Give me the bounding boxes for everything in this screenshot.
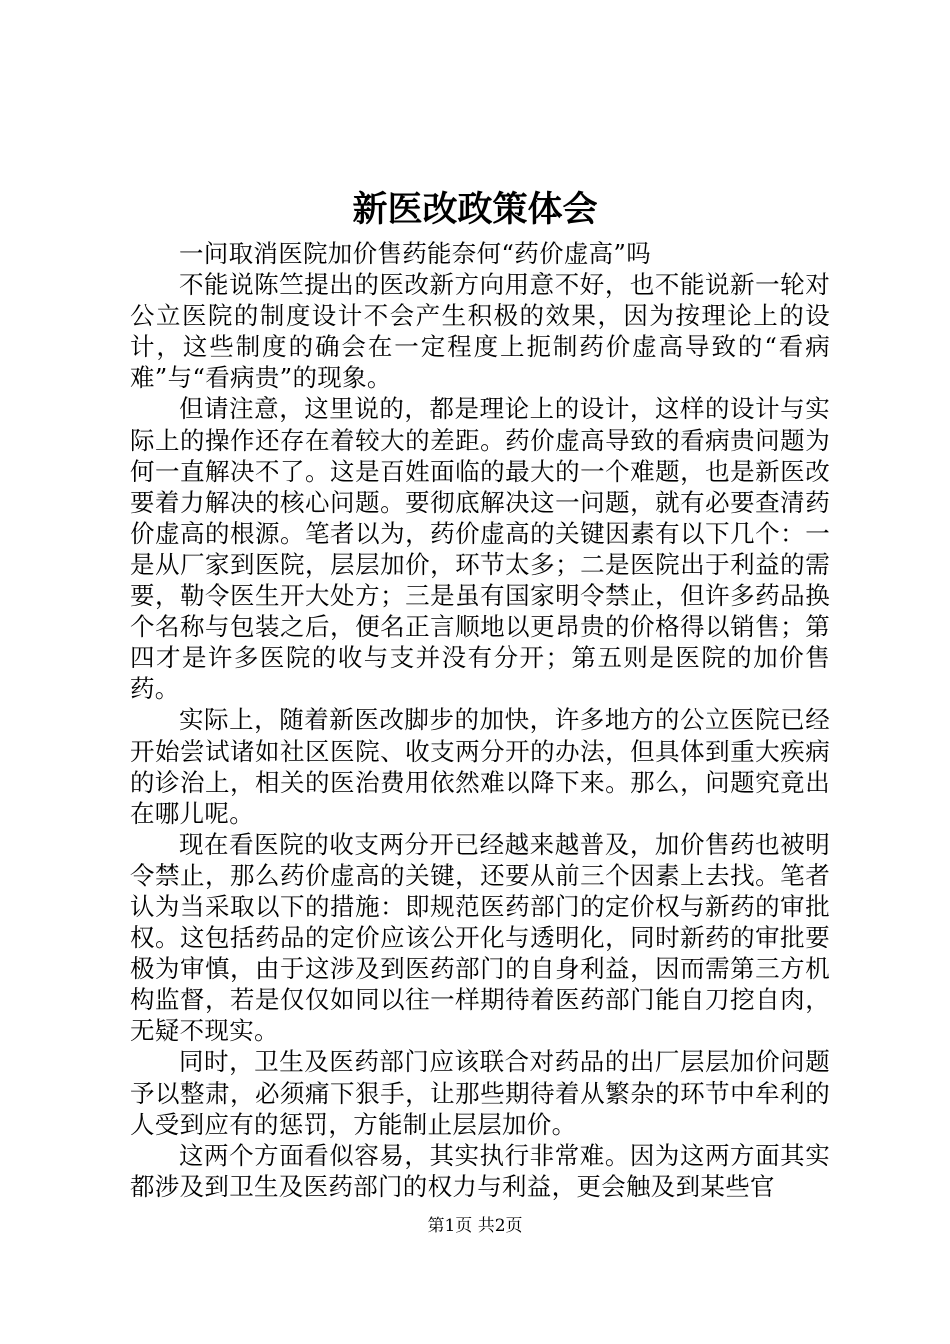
paragraph-subheading: 一问取消医院加价售药能奈何“药价虚高”吗 (179, 239, 652, 268)
paragraph: 同时，卫生及医药部门应该联合对药品的出厂层层加价问题予以整肃，必须痛下狠手，让那些期待着从繁杂的环节中牟利的人受到应有的惩罚，方能制止层层加价。 (130, 1047, 830, 1139)
page-number-footer: 第1页 共2页 (427, 1216, 523, 1236)
paragraph: 实际上，随着新医改脚步的加快，许多地方的公立医院已经开始尝试诸如社区医院、收支两分开的办法，但具体到重大疾病的诊治上，相关的医治费用依然难以降下来。那么，问题究竟出在哪儿呢。 (130, 705, 830, 828)
document-title: 新医改政策体会 (352, 189, 598, 230)
paragraph: 现在看医院的收支两分开已经越来越普及，加价售药也被明令禁止，那么药价虚高的关键，还要从前三个因素上去找。笔者认为当采取以下的措施：即规范医药部门的定价权与新药的审批权。这包括药品的定价应该公开化与透明化，同时新药的审批要极为审慎，由于这涉及到医药部门的自身利益，因而需第三方机构监督，若是仅仅如同以往一样期待着医药部门能自刀挖自肉，无疑不现实。 (130, 829, 830, 1046)
document-body (130, 238, 830, 1202)
paragraph: 但请注意，这里说的，都是理论上的设计，这样的设计与实际上的操作还存在着较大的差距。药价虚高导致的看病贵问题为何一直解决不了。这是百姓面临的最大的一个难题，也是新医改要着力解决的核心问题。要彻底解决这一问题，就有必要查清药价虚高的根源。笔者以为，药价虚高的关键因素有以下几个：一是从厂家到医院，层层加价，环节太多；二是医院出于利益的需要，勒令医生开大处方；三是虽有国家明令禁止，但许多药品换个名称与包装之后，便名正言顺地以更昂贵的价格得以销售；第四才是许多医院的收与支并没有分开；第五则是医院的加价售药。 (130, 394, 830, 704)
paragraph: 不能说陈竺提出的医改新方向用意不好，也不能说新一轮对公立医院的制度设计不会产生积极的效果，因为按理论上的设计，这些制度的确会在一定程度上扼制药价虚高导致的“看病难”与“看病贵”的现象。 (130, 270, 830, 393)
paragraph: 这两个方面看似容易，其实执行非常难。因为这两方面其实都涉及到卫生及医药部门的权力与利益，更会触及到某些官 (130, 1140, 830, 1201)
